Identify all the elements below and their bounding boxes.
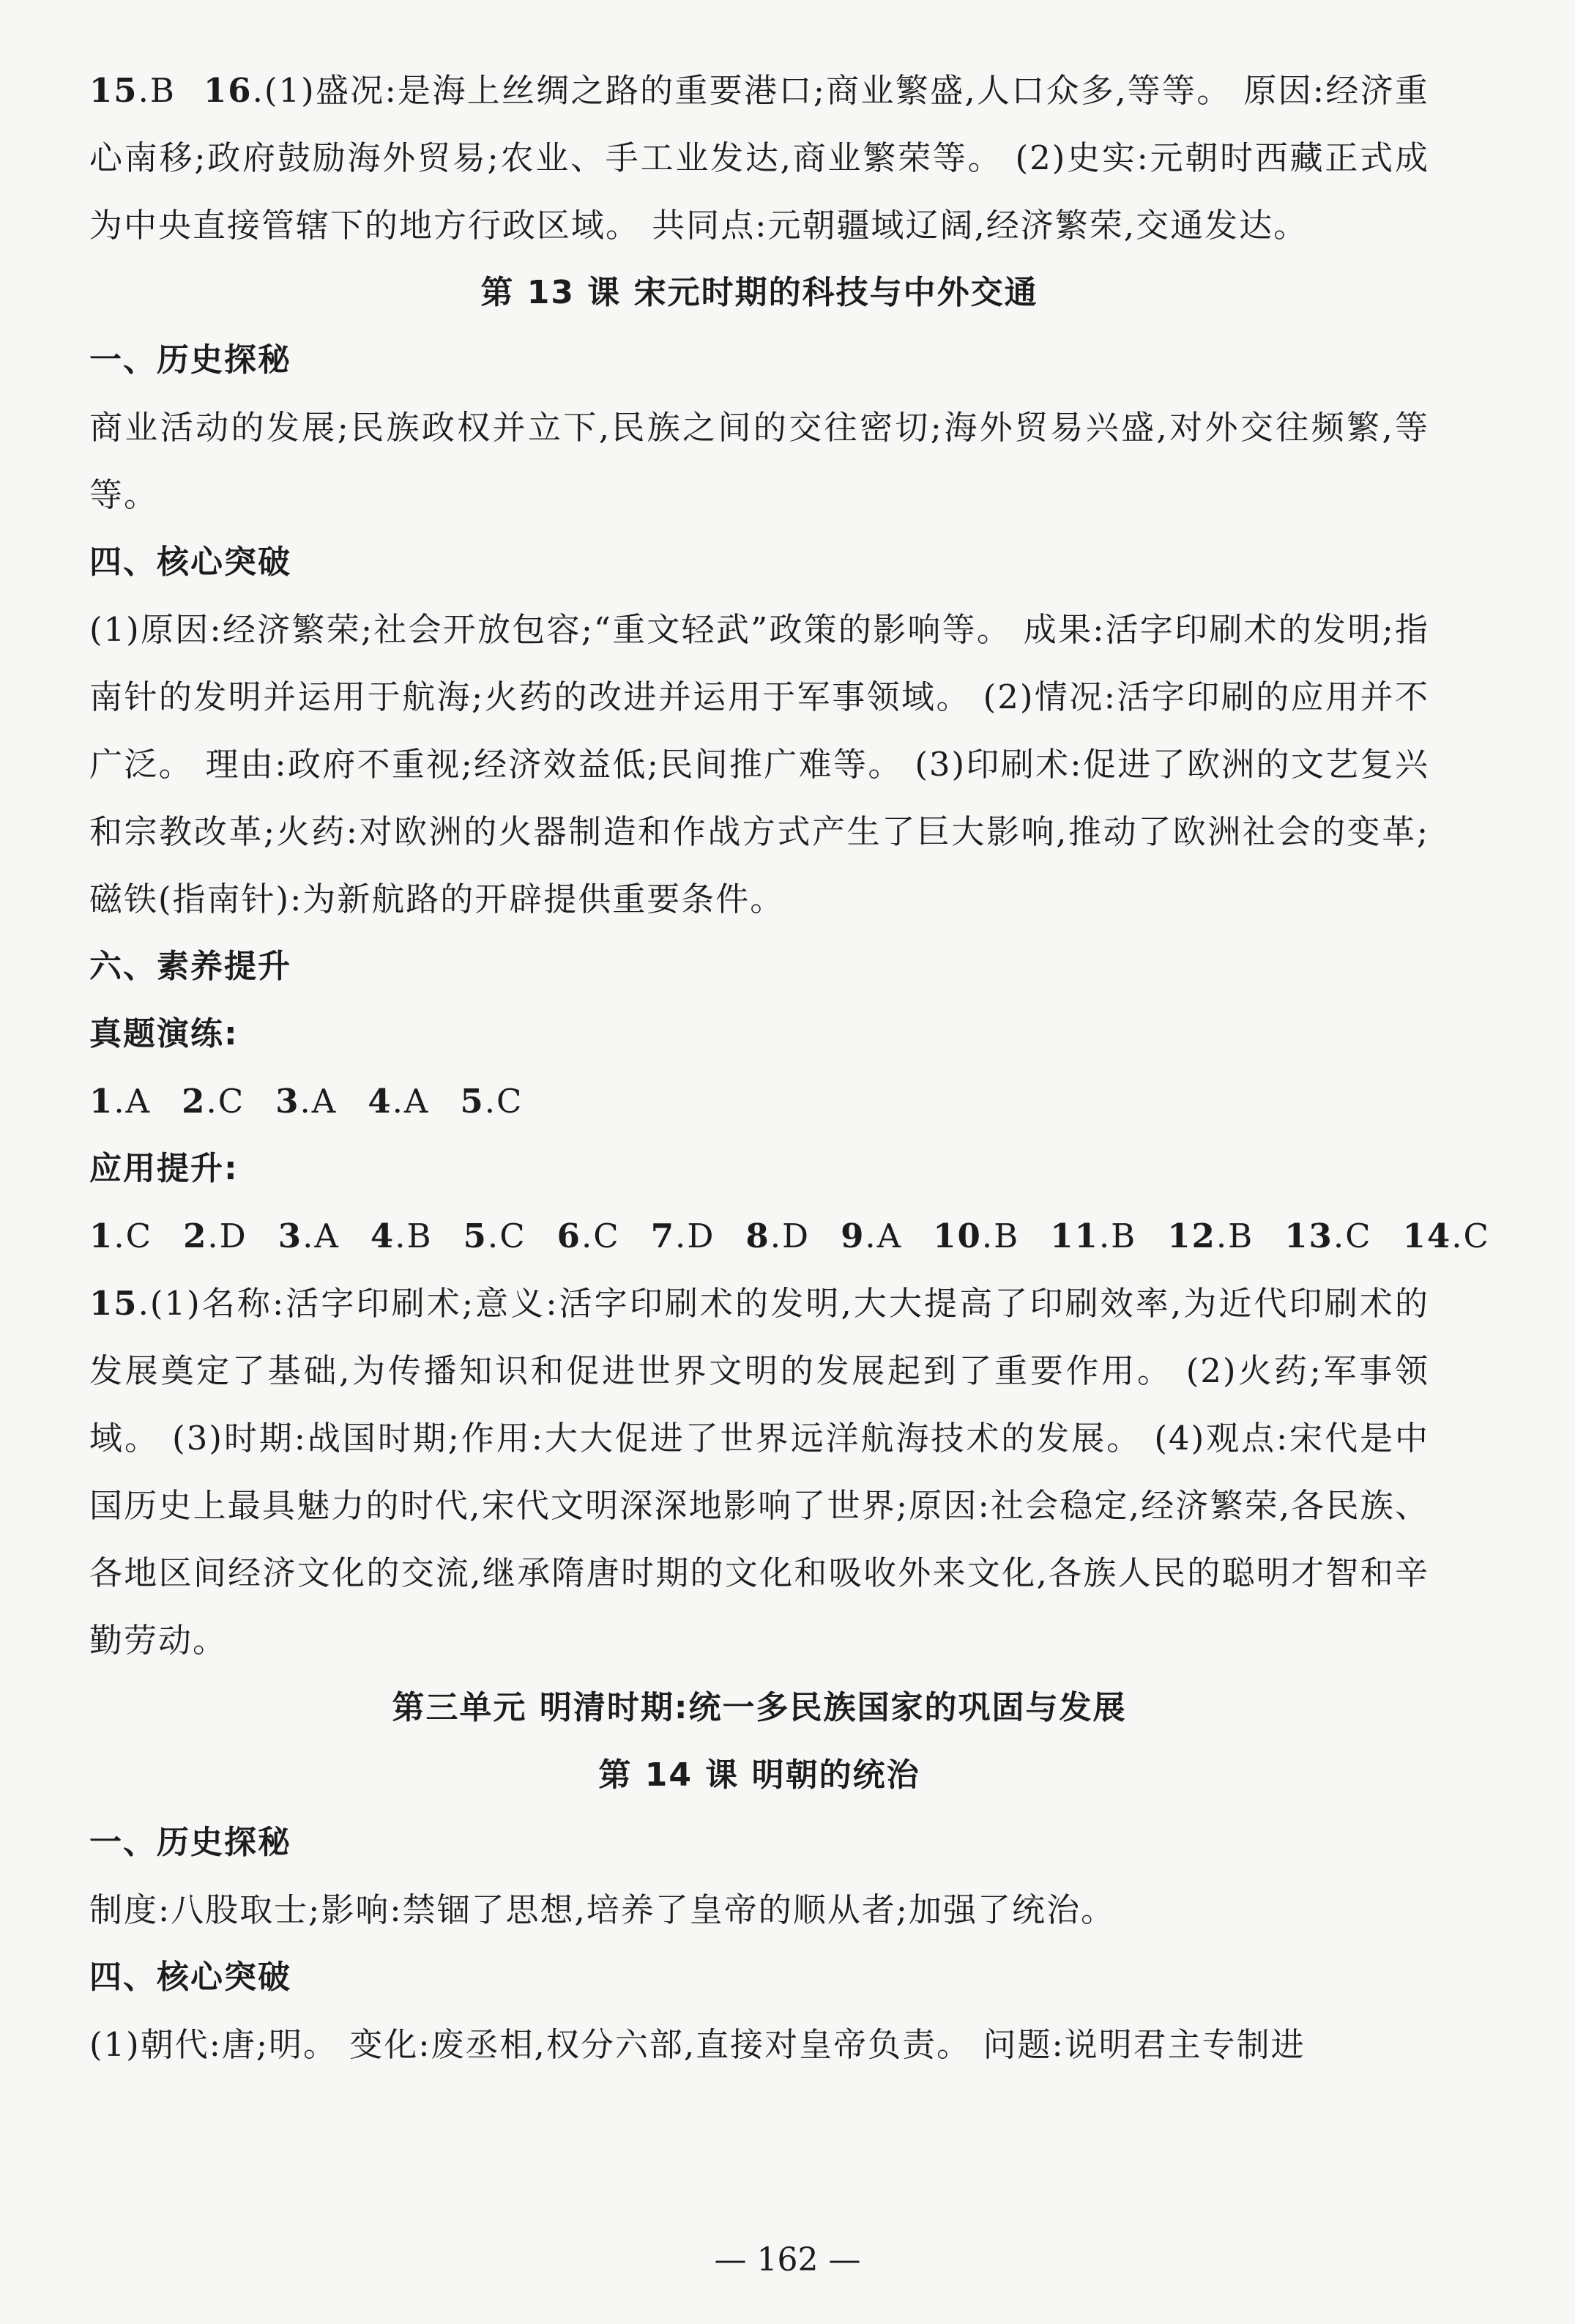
answer-item bbox=[460, 1082, 523, 1121]
question-number: 4 bbox=[368, 1082, 392, 1121]
question-number: 14 bbox=[1402, 1217, 1452, 1255]
lesson-13-title: 第 13 课 宋元时期的科技与中外交通 bbox=[480, 274, 1038, 311]
answer-item bbox=[89, 1217, 152, 1255]
answer-item bbox=[1403, 1217, 1490, 1255]
question-number: 2 bbox=[183, 1217, 208, 1255]
question-number: 3 bbox=[278, 1217, 303, 1255]
answer-item bbox=[275, 1082, 337, 1121]
answer-item bbox=[745, 1217, 810, 1255]
answer-paragraph-15 bbox=[89, 1270, 1429, 1674]
answer-letter: .B bbox=[981, 1217, 1020, 1255]
question-number: 15 bbox=[89, 1284, 138, 1323]
question-number: 12 bbox=[1167, 1217, 1216, 1255]
answer-letter: .A bbox=[865, 1217, 903, 1255]
subheading-real-exam: 真题演练: bbox=[89, 1015, 239, 1053]
question-number: 2 bbox=[182, 1082, 206, 1121]
lesson-14-title: 第 14 课 明朝的统治 bbox=[598, 1756, 920, 1794]
answer-letter: .C bbox=[206, 1082, 245, 1121]
answer-letter: .D bbox=[207, 1217, 247, 1255]
question-number: 4 bbox=[370, 1217, 395, 1255]
question-number: 10 bbox=[933, 1217, 982, 1255]
unit-3-title: 第三单元 明清时期:统一多民族国家的巩固与发展 bbox=[392, 1689, 1127, 1726]
answer-item bbox=[841, 1217, 902, 1255]
answer-letter: .A bbox=[392, 1082, 430, 1121]
real-exam-answers bbox=[89, 1068, 1429, 1135]
section-heading-core-breakthrough: 四、核心突破 bbox=[89, 543, 291, 581]
answer-text: .(1)盛况:是海上丝绸之路的重要港口;商业繁盛,人口众多,等等。 原因:经济重心南移;政府鼓励海外贸易;农业、手工业发达,商业繁荣等。 (2)史实:元朝时西藏正式成为中央直接管辖下的地方行政区域。 共同点:元朝疆域辽阔,经济繁荣,交通发达。 bbox=[89, 71, 1429, 245]
question-number: 1 bbox=[89, 1082, 114, 1121]
section-heading-history-explore: 一、历史探秘 bbox=[89, 341, 291, 379]
answer-item bbox=[463, 1217, 526, 1255]
answer-letter: .C bbox=[1333, 1217, 1372, 1255]
answer-item bbox=[651, 1217, 715, 1255]
question-number: 13 bbox=[1284, 1217, 1333, 1255]
question-number: 11 bbox=[1050, 1217, 1099, 1255]
question-number: 5 bbox=[460, 1082, 485, 1121]
answer-letter: .D bbox=[675, 1217, 715, 1255]
section-text: (1)朝代:唐;明。 变化:废丞相,权分六部,直接对皇帝负责。 问题:说明君主专制进 bbox=[89, 2025, 1306, 2064]
answer-item bbox=[368, 1082, 429, 1121]
question-number: 15 bbox=[89, 71, 138, 110]
answer-letter: .B bbox=[395, 1217, 433, 1255]
answer-letter: .C bbox=[581, 1217, 620, 1255]
answer-paragraph-15-16 bbox=[89, 57, 1429, 259]
answer-letter: .C bbox=[1451, 1217, 1490, 1255]
answer-item bbox=[1050, 1217, 1136, 1255]
subheading-applied: 应用提升: bbox=[89, 1150, 239, 1187]
answer-text: .(1)名称:活字印刷术;意义:活字印刷术的发明,大大提高了印刷效率,为近代印刷术的发展奠定了基础,为传播知识和促进世界文明的发展起到了重要作用。 (2)火药;军事领域。 (3)时期:战国时期;作用:大大促进了世界远洋航海技术的发展。 (4)观点:宋代是中国历史上最具魅力的时代,宋代文明深深地影响了世界;原因:社会稳定,经济繁荣,各民族、各地区间经济文化的交流,继承隋唐时期的文化和吸收外来文化,各族人民的聪明才智和辛勤劳动。 bbox=[89, 1284, 1429, 1660]
answer-letter: .C bbox=[113, 1217, 153, 1255]
question-number: 8 bbox=[745, 1217, 770, 1255]
question-number: 6 bbox=[556, 1217, 581, 1255]
answer-item bbox=[371, 1217, 433, 1255]
content bbox=[89, 57, 1490, 2079]
answer-item bbox=[557, 1217, 620, 1255]
answer-item bbox=[1167, 1217, 1254, 1255]
answer-letter: .D bbox=[770, 1217, 811, 1255]
answer-item bbox=[933, 1217, 1019, 1255]
answer-letter: .A bbox=[302, 1217, 340, 1255]
answer-letter: .C bbox=[487, 1217, 526, 1255]
question-number: 7 bbox=[650, 1217, 676, 1255]
question-number: 3 bbox=[275, 1082, 300, 1121]
section-text: 制度:八股取士;影响:禁锢了思想,培养了皇帝的顺从者;加强了统治。 bbox=[89, 1890, 1115, 1929]
section-heading-history-explore: 一、历史探秘 bbox=[89, 1824, 291, 1861]
question-number: 5 bbox=[463, 1217, 488, 1255]
section-heading-literacy: 六、素养提升 bbox=[89, 948, 291, 985]
answer-item bbox=[182, 1082, 245, 1121]
applied-answers bbox=[89, 1203, 1490, 1270]
answer-item bbox=[278, 1217, 340, 1255]
answer-letter: .A bbox=[113, 1082, 152, 1121]
question-number: 9 bbox=[841, 1217, 865, 1255]
answer-letter: .C bbox=[484, 1082, 524, 1121]
section-text: (1)原因:经济繁荣;社会开放包容;“重文轻武”政策的影响等。 成果:活字印刷术的发明;指南针的发明并运用于航海;火药的改进并运用于军事领域。 (2)情况:活字印刷的应用并不广泛。 理由:政府不重视;经济效益低;民间推广难等。 (3)印刷术:促进了欧洲的文艺复兴和宗教改革;火药:对欧洲的火器制造和作战方式产生了巨大影响,推动了欧洲社会的变革;磁铁(指南针):为新航路的开辟提供重要条件。 bbox=[89, 610, 1429, 918]
section-heading-core-breakthrough: 四、核心突破 bbox=[89, 1959, 291, 1996]
section-text: 商业活动的发展;民族政权并立下,民族之间的交往密切;海外贸易兴盛,对外交往频繁,等等。 bbox=[89, 408, 1429, 514]
question-number: 1 bbox=[89, 1217, 114, 1255]
answer-letter: .A bbox=[299, 1082, 338, 1121]
answer-item bbox=[183, 1217, 247, 1255]
answer-letter: .B bbox=[138, 71, 176, 110]
question-number: 16 bbox=[204, 71, 253, 110]
answer-item bbox=[89, 1082, 151, 1121]
answer-letter: .B bbox=[1098, 1217, 1137, 1255]
answer-item bbox=[1284, 1217, 1371, 1255]
page-number: — 162 — bbox=[714, 2241, 861, 2279]
answer-letter: .B bbox=[1215, 1217, 1254, 1255]
